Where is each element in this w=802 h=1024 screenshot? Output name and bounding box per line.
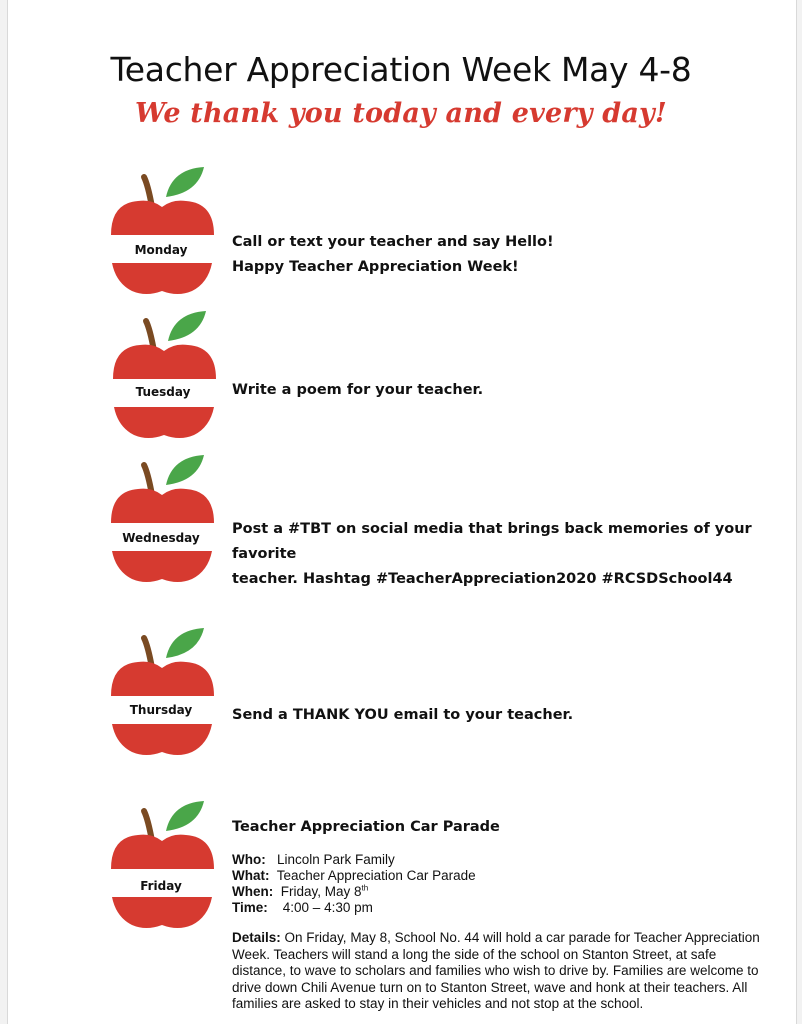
parade-time <box>232 900 476 916</box>
page-title: Teacher Appreciation Week May 4-8 <box>110 50 692 89</box>
details-label: Details: <box>232 930 281 945</box>
time-value: 4:00 – 4:30 pm <box>282 900 373 915</box>
activity-line: Send a THANK YOU email to your teacher. <box>232 707 574 723</box>
apple-icon-monday <box>108 163 228 303</box>
activity-line: Happy Teacher Appreciation Week! <box>232 259 519 275</box>
parade-details <box>232 930 772 1013</box>
parade-when <box>232 884 476 900</box>
page-edge-left <box>0 0 8 1024</box>
activity-wednesday <box>232 517 802 592</box>
who-value: Lincoln Park Family <box>277 852 395 867</box>
parade-what <box>232 868 476 884</box>
activity-line: Call or text your teacher and say Hello! <box>232 234 554 250</box>
activity-monday <box>232 230 554 280</box>
when-suffix: th <box>361 883 369 893</box>
what-label: What: <box>232 868 270 883</box>
apple-label: Friday <box>140 879 182 893</box>
activity-thursday <box>232 703 573 728</box>
apple-label: Tuesday <box>135 385 191 399</box>
when-value: Friday, May 8 <box>280 884 362 899</box>
apple-icon-tuesday <box>110 307 230 447</box>
activity-line: teacher. Hashtag #TeacherAppreciation2020 #RCSDSchool44 <box>232 571 733 587</box>
activity-line: Write a poem for your teacher. <box>232 382 484 398</box>
apple-label: Thursday <box>129 703 193 717</box>
apple-icon-friday <box>108 797 228 937</box>
apple-icon-thursday <box>108 624 228 764</box>
parade-who <box>232 852 476 868</box>
when-label: When: <box>232 884 274 899</box>
what-value: Teacher Appreciation Car Parade <box>276 868 476 883</box>
details-text: On Friday, May 8, School No. 44 will hold a car parade for Teacher Appreciation Week. Teachers will stand a long the side of the school on Stanton Street, at safe distance, to wave to scholars and families who wish to drive by. Families are welcome to drive down Chili Avenue turn on to Stanton Street, wave and honk at their teachers. All families are asked to stay in their vehicles and not stop at the school. <box>232 930 760 1011</box>
parade-title: Teacher Appreciation Car Parade <box>232 819 500 835</box>
who-label: Who: <box>232 852 266 867</box>
apple-label: Wednesday <box>122 531 200 545</box>
parade-info <box>232 852 476 916</box>
page-subtitle: We thank you today and every day! <box>135 98 667 129</box>
activity-tuesday <box>232 378 483 403</box>
activity-line: Post a #TBT on social media that brings back memories of your favorite <box>232 521 752 562</box>
time-label: Time: <box>232 900 268 915</box>
apple-label: Monday <box>134 243 188 257</box>
apple-icon-wednesday <box>108 451 228 591</box>
page-edge-right <box>796 0 802 1024</box>
